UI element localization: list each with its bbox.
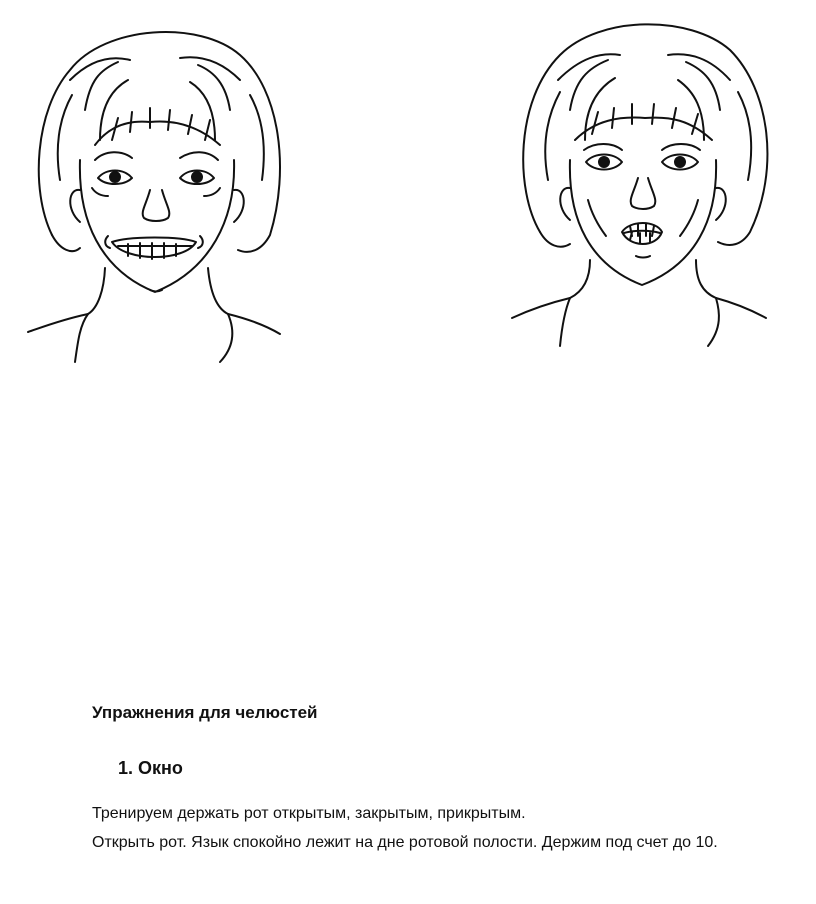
exercise-title: 1. Окно [118, 758, 183, 778]
illustrations-area [0, 0, 816, 380]
child-face-smile-icon [28, 32, 280, 362]
child-face-pursed-lips-icon [512, 24, 767, 346]
exercise-description [92, 799, 792, 857]
exercise-line: Тренируем держать рот открытым, закрытым, прикрытым. [92, 805, 526, 822]
exercise-line: Открыть рот. Язык спокойно лежит на дне ротовой полости. Держим под счет до 10. [92, 834, 718, 851]
section-heading: Упражнения для челюстей [92, 703, 318, 722]
text-block [92, 700, 792, 857]
